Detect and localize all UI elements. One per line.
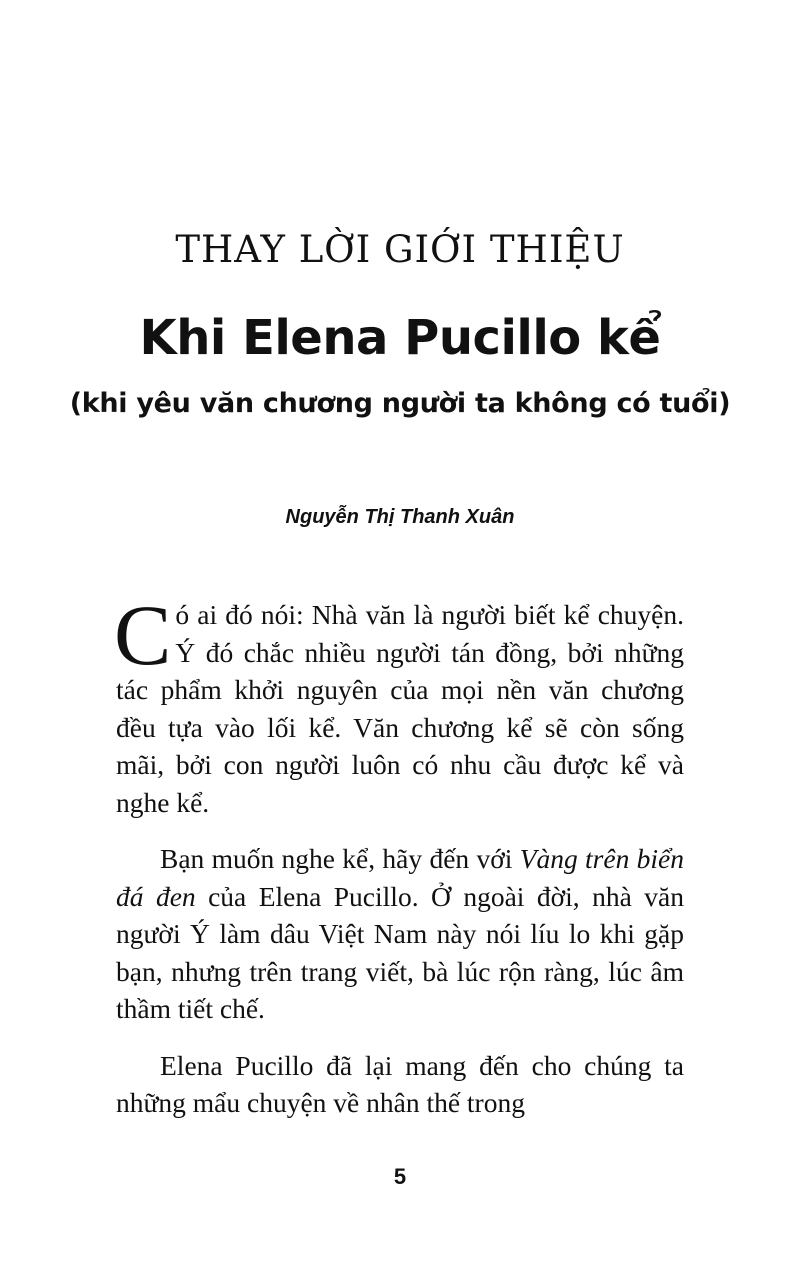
paragraph-3 <box>116 1047 684 1122</box>
book-title: Vàng trên biển đá đen <box>116 843 684 912</box>
drop-cap: C <box>114 587 172 683</box>
page-number: 5 <box>393 1164 407 1189</box>
author-name: Nguyễn Thị Thanh Xuân <box>285 506 515 528</box>
chapter-title: Khi Elena Pucillo kể <box>139 310 661 366</box>
paragraph-1-text: ó ai đó nói: Nhà văn là người biết kể chuyện. Ý đó chắc nhiều người tán đồng, bởi những tác phẩm khởi nguyên của mọi nền văn chương đều tựa vào lối kể. Văn chương kể sẽ còn sống mãi, bởi con người luôn có nhu cầu được kể và nghe kể. <box>116 599 684 818</box>
section-heading: THAY LỜI GIỚI THIỆU <box>175 228 625 271</box>
paragraph-3-text: Elena Pucillo đã lại mang đến cho chúng ta những mẩu chuyện về nhân thế trong <box>116 1049 684 1118</box>
paragraph-2-after: của Elena Pucillo. Ở ngoài đời, nhà văn người Ý làm dâu Việt Nam này nói líu lo khi gặp bạn, nhưng trên trang viết, bà lúc rộn ràng, lúc âm thầm tiết chế. <box>116 880 684 1024</box>
chapter-subtitle: (khi yêu văn chương người ta không có tuổi) <box>69 388 731 419</box>
paragraph-2 <box>116 840 684 1028</box>
paragraph-1 <box>114 587 684 821</box>
body-text <box>114 587 684 1122</box>
paragraph-2-before: Bạn muốn nghe kể, hãy đến với <box>160 843 520 874</box>
